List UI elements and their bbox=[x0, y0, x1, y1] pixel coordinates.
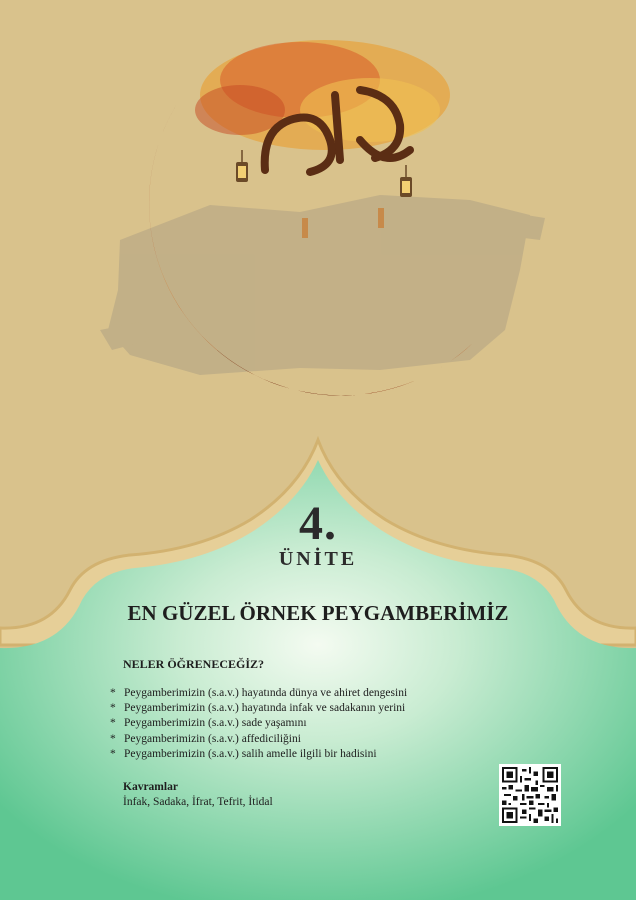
list-item: * Peygamberimizin (s.a.v.) hayatında infak ve sadakanın yerini bbox=[110, 702, 406, 715]
qr-code-icon bbox=[502, 767, 558, 823]
list-item: * Peygamberimizin (s.a.v.) affediciliğini bbox=[110, 732, 301, 745]
concepts-list: İnfak, Sadaka, İfrat, Tefrit, İtidal bbox=[123, 796, 273, 808]
learning-heading: NELER ÖĞRENECEĞİZ? bbox=[123, 657, 265, 671]
concepts-heading: Kavramlar bbox=[123, 781, 178, 793]
list-item: * Peygamberimizin (s.a.v.) sade yaşamını bbox=[110, 717, 307, 730]
learning-objectives-list bbox=[110, 686, 407, 762]
unit-label: ÜNİTE bbox=[278, 548, 358, 570]
list-item: * Peygamberimizin (s.a.v.) hayatında dünya ve ahiret dengesini bbox=[110, 687, 408, 699]
unit-title: EN GÜZEL ÖRNEK PEYGAMBERİMİZ bbox=[127, 601, 509, 625]
qr-code[interactable] bbox=[499, 764, 561, 826]
unit-number: 4. bbox=[299, 497, 337, 550]
brush-splash bbox=[100, 195, 545, 375]
list-item: * Peygamberimizin (s.a.v.) salih amelle ilgili bir hadisini bbox=[110, 747, 377, 760]
